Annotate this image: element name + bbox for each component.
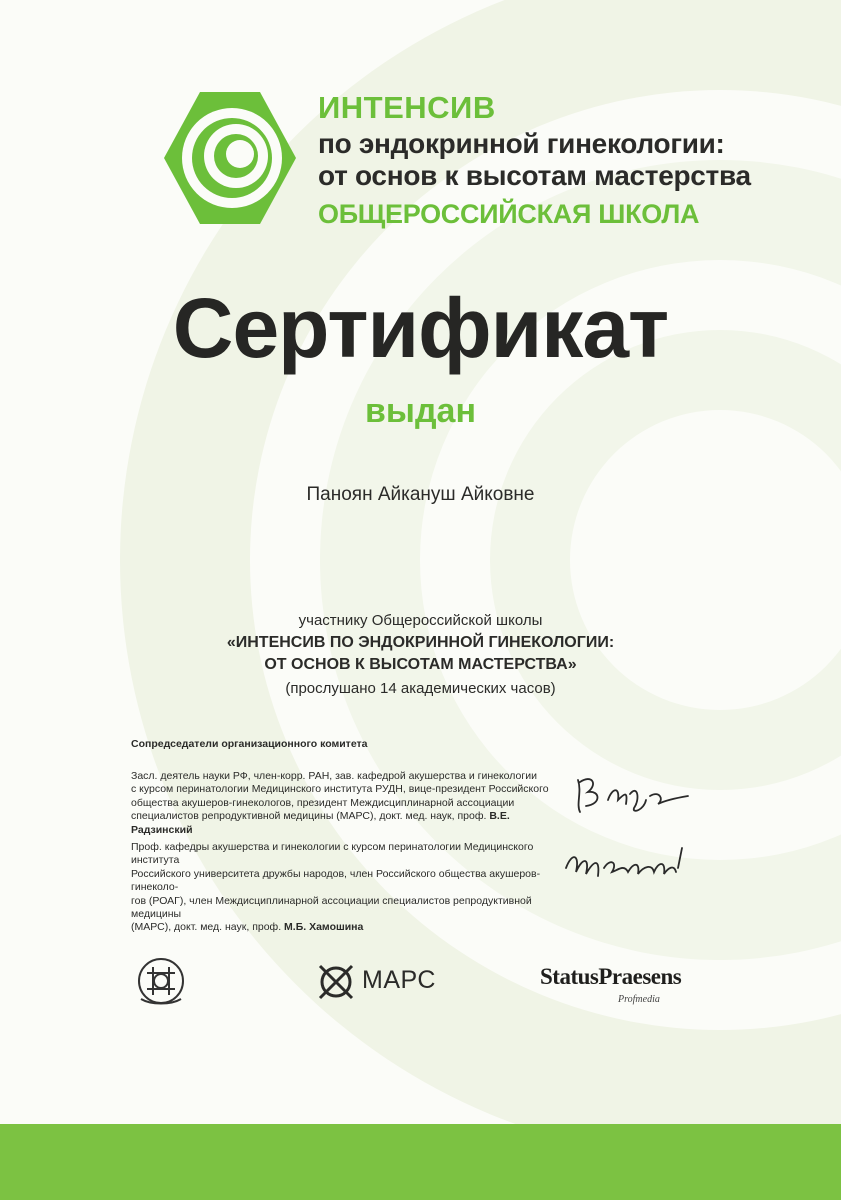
cochair-name: М.Б. Хамошина xyxy=(284,921,364,934)
rudn-emblem-icon xyxy=(135,955,187,1007)
bio-line: гов (РОАГ), член Междисциплинарной ассоциации специалистов репродуктивной медицины xyxy=(131,894,532,921)
bio-line: (МАРС), докт. мед. наук, проф. М.Б. Хамошина xyxy=(131,921,364,934)
bottom-green-band xyxy=(0,1124,841,1200)
bio-line: специалистов репродуктивной медицины (МАРС), докт. мед. наук, проф. В.Е. Радзинский xyxy=(131,810,510,836)
mars-logo-icon xyxy=(316,962,356,1002)
course-title-line1: «ИНТЕНСИВ ПО ЭНДОКРИННОЙ ГИНЕКОЛОГИИ: xyxy=(226,634,615,651)
mars-logo-text: МАРС xyxy=(362,966,436,994)
certificate-title: Сертификат xyxy=(172,281,669,375)
school-title-line2: по эндокринной гинекологии: xyxy=(318,128,725,159)
cochair-bio-radzinsky xyxy=(131,770,561,837)
hours-line: (прослушано 14 академических часов) xyxy=(285,680,556,697)
bio-line: общества акушеров-гинекологов, президент Междисциплинарной ассоциации xyxy=(131,796,515,809)
school-title-line1: ИНТЕНСИВ xyxy=(318,90,496,125)
issued-label: выдан xyxy=(365,392,476,430)
recipient-name: Паноян Айкануш Айковне xyxy=(306,484,535,505)
intensive-logo-icon xyxy=(160,88,300,228)
participant-line: участнику Общероссийской школы xyxy=(298,612,543,629)
committee-heading: Сопредседатели организационного комитета xyxy=(131,738,368,750)
bio-line: с курсом перинатологии Медицинского института РУДН, вице-президент Российского xyxy=(131,783,549,796)
cochair-bio-khamoshina xyxy=(131,841,561,935)
course-title-line2: ОТ ОСНОВ К ВЫСОТАМ МАСТЕРСТВА» xyxy=(264,656,577,673)
school-subtitle: ОБЩЕРОССИЙСКАЯ ШКОЛА xyxy=(318,199,700,229)
school-title-line3: от основ к высотам мастерства xyxy=(318,160,751,191)
signature-khamoshina xyxy=(560,838,700,890)
status-praesens-logo: StatusPraesens xyxy=(540,964,682,989)
cochair-name: В.Е. Радзинский xyxy=(131,810,510,836)
profmedia-label: Profmedia xyxy=(618,994,660,1005)
signature-radzinsky xyxy=(568,770,698,820)
bio-line: Российского университета дружбы народов, член Российского общества акушеров-гинеколо- xyxy=(131,867,541,894)
bio-line: Засл. деятель науки РФ, член-корр. РАН, зав. кафедрой акушерства и гинекологии xyxy=(131,770,537,782)
bio-line: Проф. кафедры акушерства и гинекологии с курсом перинатологии Медицинского института xyxy=(131,841,534,867)
